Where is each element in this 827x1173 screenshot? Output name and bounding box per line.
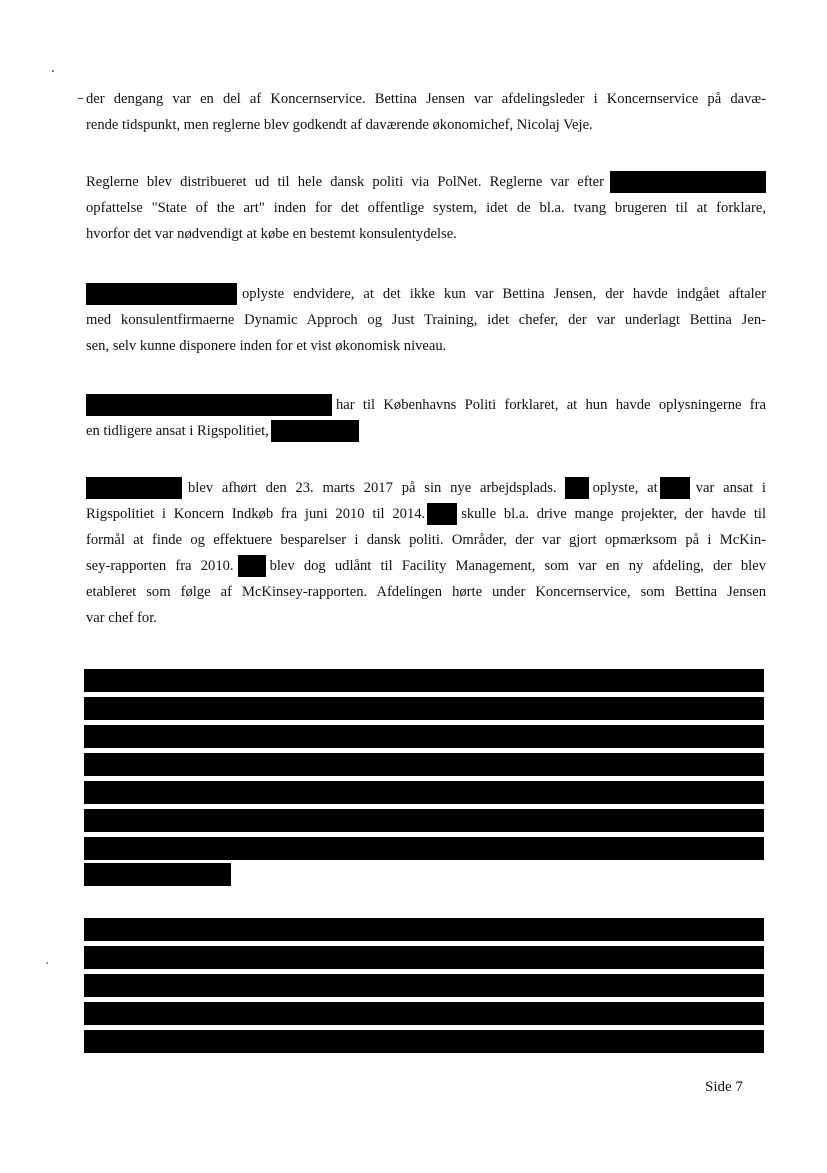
redaction-box — [660, 477, 690, 499]
redaction-box — [610, 171, 766, 193]
scan-speck — [46, 962, 48, 964]
text-span: Rigspolitiet i Koncern Indkøb fra juni 2010 til 2014. — [86, 506, 426, 522]
text-span: har til Københavns Politi forklaret, at hun havde oplysningerne fra — [336, 397, 766, 413]
redaction-bar — [84, 669, 764, 692]
text-span: opfattelse "State of the art" inden for det offentlige system, idet de bl.a. tvang brugeren til at forklare, — [86, 200, 766, 216]
redaction-bar — [84, 946, 764, 969]
text-line — [86, 112, 766, 138]
page-number: Side 7 — [705, 1079, 743, 1095]
text-line — [86, 281, 766, 307]
text-span: etableret som følge af McKinsey-rapporten. Afdelingen hørte under Koncernservice, som Bettina Jensen — [86, 584, 766, 600]
scan-speck — [52, 70, 54, 72]
text-span: der dengang var en del af Koncernservice. Bettina Jensen var afdelingsleder i Koncernservice på davæ- — [86, 91, 766, 107]
paragraph-4 — [86, 392, 766, 444]
text-span: rende tidspunkt, men reglerne blev godkendt af daværende økonomichef, Nicolaj Veje. — [86, 117, 593, 133]
redaction-bar — [84, 863, 231, 886]
text-span: sen, selv kunne disponere inden for et vist økonomisk niveau. — [86, 338, 447, 354]
redaction-bar — [84, 1002, 764, 1025]
redaction-box — [86, 283, 237, 305]
text-line — [86, 418, 766, 444]
paragraph-1 — [86, 86, 766, 138]
redaction-box — [86, 394, 332, 416]
redaction-bar — [84, 809, 764, 832]
text-span: oplyste endvidere, at det ikke kun var Bettina Jensen, der havde indgået aftaler — [242, 286, 766, 302]
redaction-bar — [84, 781, 764, 804]
text-line — [86, 86, 766, 112]
redaction-box — [86, 477, 182, 499]
paragraph-2 — [86, 169, 766, 247]
text-span: en tidligere ansat i Rigspolitiet, — [86, 423, 269, 439]
redaction-bar — [84, 918, 764, 941]
redaction-box — [565, 477, 589, 499]
text-line — [86, 579, 766, 605]
text-span: Reglerne blev distribueret ud til hele dansk politi via PolNet. Reglerne var efter — [86, 174, 604, 190]
redaction-bar — [84, 1030, 764, 1053]
text-span: blev afhørt den 23. marts 2017 på sin nye arbejdsplads. — [188, 480, 557, 496]
redaction-bar — [84, 974, 764, 997]
text-line — [86, 307, 766, 333]
scan-speck — [78, 98, 83, 99]
text-span: var ansat i — [695, 480, 766, 496]
text-line — [86, 605, 766, 631]
text-line — [86, 553, 766, 579]
text-line — [86, 475, 766, 501]
text-line — [86, 501, 766, 527]
redaction-bar — [84, 697, 764, 720]
text-line — [86, 392, 766, 418]
text-line — [86, 527, 766, 553]
redaction-bar — [84, 837, 764, 860]
redaction-box — [271, 420, 359, 442]
text-span: med konsulentfirmaerne Dynamic Approch og Just Training, idet chefer, der var underlagt Bettina Jen- — [86, 312, 766, 328]
text-span: sey-rapporten fra 2010. — [86, 558, 234, 574]
redaction-bar — [84, 753, 764, 776]
text-span: hvorfor det var nødvendigt at købe en bestemt konsulentydelse. — [86, 226, 457, 242]
text-span: blev dog udlånt til Facility Management, som var en ny afdeling, der blev — [269, 558, 766, 574]
text-span: skulle bl.a. drive mange projekter, der havde til — [461, 506, 766, 522]
text-line — [86, 221, 766, 247]
paragraph-5 — [86, 475, 766, 631]
text-span: formål at finde og effektuere besparelser i dansk politi. Områder, der var gjort opmærksom på i McKin- — [86, 532, 766, 548]
paragraph-3 — [86, 281, 766, 359]
redaction-box — [427, 503, 457, 525]
text-span: oplyste, at — [592, 480, 658, 496]
text-line — [86, 333, 766, 359]
text-line — [86, 169, 766, 195]
text-line — [86, 195, 766, 221]
text-span: var chef for. — [86, 610, 157, 626]
redaction-bar — [84, 725, 764, 748]
redaction-box — [238, 555, 266, 577]
